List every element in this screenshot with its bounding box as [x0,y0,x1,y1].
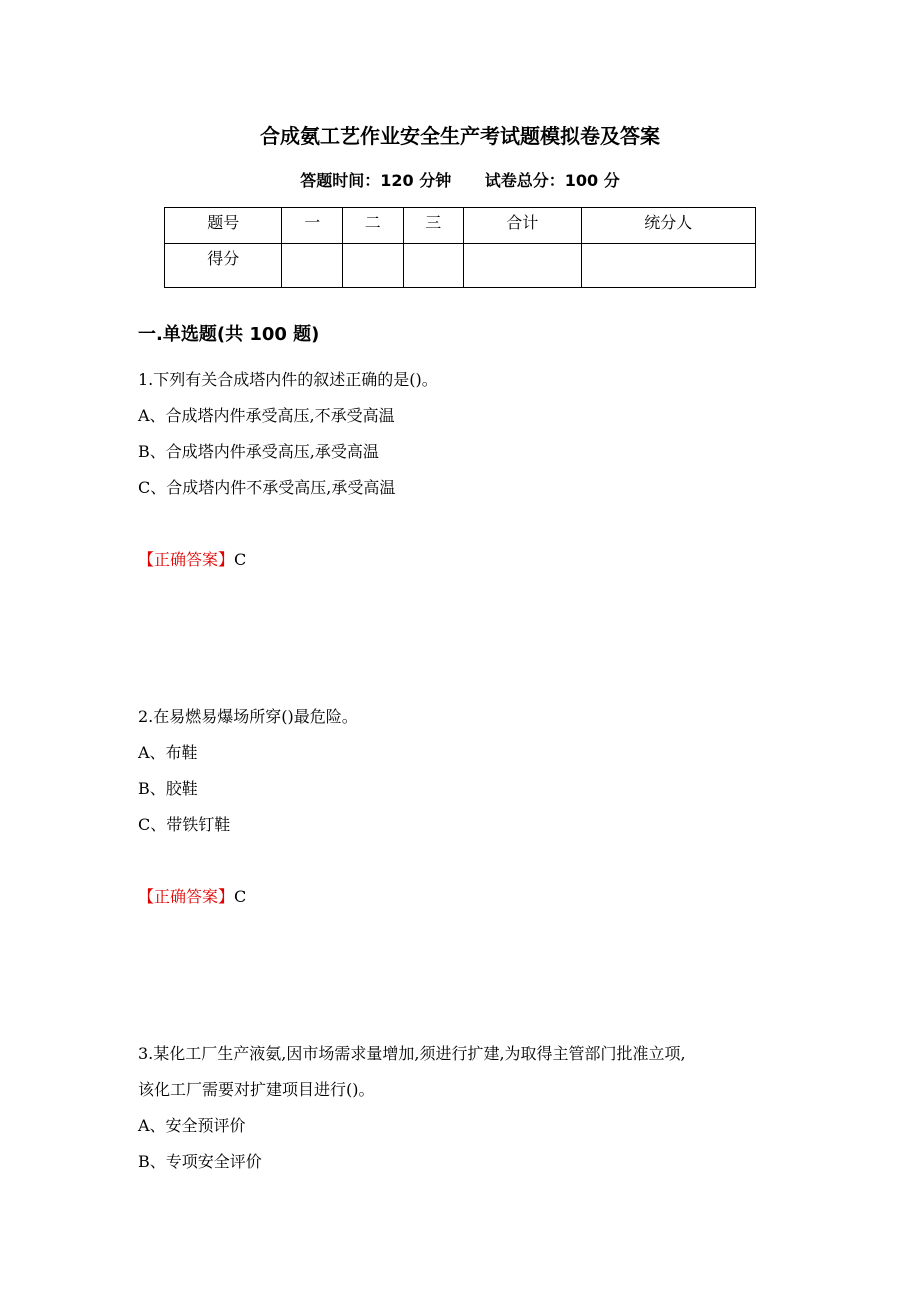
score-table-header-cell: 合计 [464,208,581,244]
question-1-answer [138,548,246,572]
score-table-header-cell: 二 [343,208,404,244]
question-2-answer [138,885,246,909]
score-row-label: 得分 [165,244,282,288]
exam-total-score: 试卷总分：100 分 [484,171,620,190]
score-table [164,207,756,288]
question-3-option-b: B、专项安全评价 [138,1152,262,1171]
score-table-header-cell: 一 [282,208,343,244]
score-cell [581,244,755,288]
question-1-option-b: B、合成塔内件承受高压,承受高温 [138,442,379,461]
score-table-header-row [165,208,756,244]
score-table-header-cell: 题号 [165,208,282,244]
question-2-option-a: A、布鞋 [138,743,198,762]
question-2-stem: 2.在易燃易爆场所穿()最危险。 [138,707,358,726]
answer-value: C [234,550,247,569]
question-1-option-a: A、合成塔内件承受高压,不承受高温 [138,406,395,425]
question-2-option-c: C、带铁钉鞋 [138,815,231,834]
score-cell [343,244,404,288]
score-table-header-cell: 三 [403,208,464,244]
answer-label: 【正确答案】 [138,887,235,906]
score-cell [282,244,343,288]
score-table-score-row [165,244,756,288]
document-title: 合成氨工艺作业安全生产考试题模拟卷及答案 [260,124,660,148]
exam-time: 答题时间：120 分钟 [300,171,452,190]
question-3-stem-line-1: 3.某化工厂生产液氨,因市场需求量增加,须进行扩建,为取得主管部门批准立项, [138,1044,686,1063]
section-title: 一.单选题(共 100 题) [138,324,320,345]
exam-meta [0,170,920,192]
question-1-stem: 1.下列有关合成塔内件的叙述正确的是()。 [138,370,438,389]
question-3-stem-line-2: 该化工厂需要对扩建项目进行()。 [138,1080,375,1099]
question-2-option-b: B、胶鞋 [138,779,198,798]
score-cell [464,244,581,288]
score-table-header-cell: 统分人 [581,208,755,244]
question-3-option-a: A、安全预评价 [138,1116,246,1135]
answer-label: 【正确答案】 [138,550,235,569]
question-1-option-c: C、合成塔内件不承受高压,承受高温 [138,478,396,497]
score-cell [403,244,464,288]
answer-value: C [234,887,247,906]
